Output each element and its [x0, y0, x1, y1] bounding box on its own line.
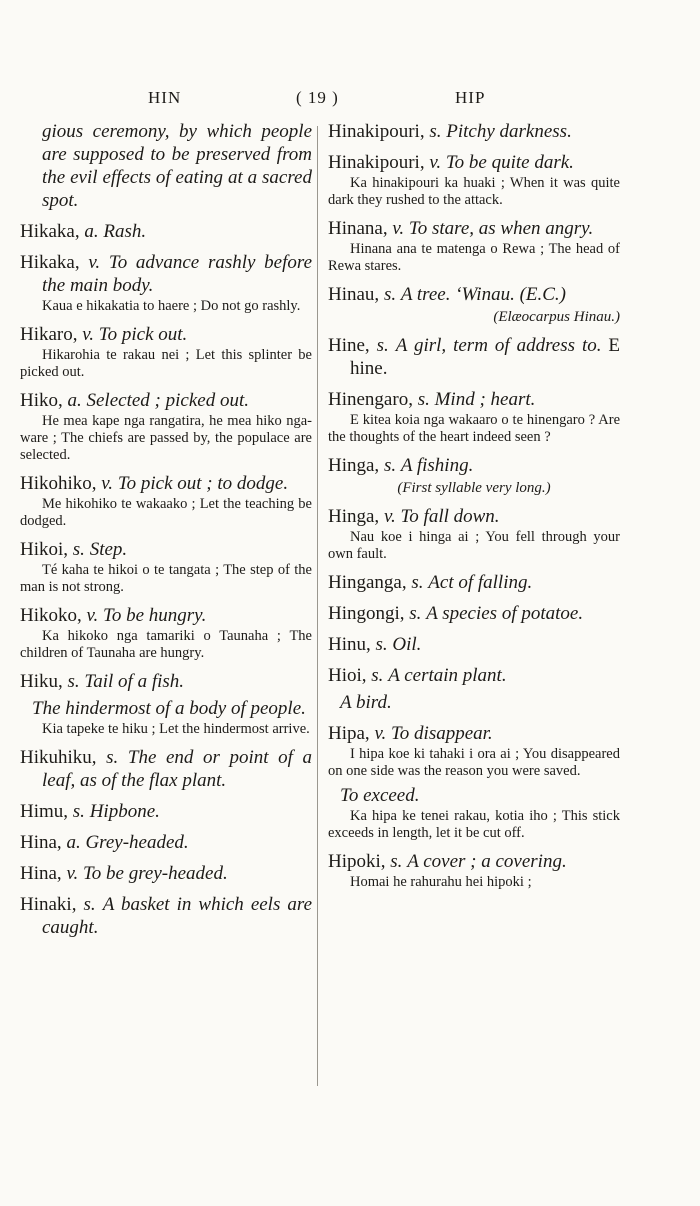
headword: Hikaro, [20, 324, 78, 345]
botanical-note: (Elæocarpus Hinau.) [493, 309, 620, 325]
definition: Mind ; heart. [434, 389, 536, 410]
definition: A girl, term of address to. [395, 335, 602, 356]
additional-sense: The hindermost of a body of people. [32, 698, 306, 719]
entry-hiku [20, 670, 312, 738]
part-of-speech: s. [376, 335, 389, 356]
part-of-speech: s. [83, 894, 96, 915]
definition: Selected ; picked out. [86, 390, 249, 411]
entry-head [20, 670, 312, 693]
part-of-speech: v. [429, 152, 442, 173]
headword: Himu, [20, 801, 69, 822]
headword: Hina, [20, 863, 62, 884]
entry-head [20, 389, 312, 412]
entry-hinau [328, 283, 620, 326]
page-number: ( 19 ) [296, 88, 339, 107]
page-header [0, 88, 700, 112]
entry-head [20, 472, 312, 495]
headword: Hikohiko, [20, 473, 97, 494]
entry-head [328, 505, 620, 528]
part-of-speech: s. [417, 389, 430, 410]
part-of-speech: v. [82, 324, 95, 345]
entry-head [20, 831, 312, 854]
definition: A cover ; a covering. [407, 851, 567, 872]
entry-head [20, 220, 312, 243]
headword: Hioi, [328, 665, 367, 686]
part-of-speech: s. [411, 572, 424, 593]
entry-head [328, 151, 620, 174]
part-of-speech: s. [390, 851, 403, 872]
example: Kaua e hikakatia to haere ; Do not go rashly. [42, 298, 301, 314]
definition: To pick out. [98, 324, 188, 345]
entry-head [20, 323, 312, 346]
entry-head [328, 217, 620, 240]
header-left-guide: HIN [148, 88, 182, 107]
left-column [20, 120, 312, 947]
part-of-speech: s. [429, 121, 442, 142]
headword: Hipa, [328, 723, 370, 744]
part-of-speech: s. [409, 603, 422, 624]
headword: Hiko, [20, 390, 63, 411]
entry-head [328, 334, 620, 380]
entry-head [20, 538, 312, 561]
entry-hinganga [328, 571, 620, 594]
definition: Grey-headed. [85, 832, 189, 853]
definition: To advance rashly before the main body. [42, 252, 313, 296]
continued-definition: gious ceremony, by which people are supposed to be preserved from the evil effects of eating at a sacred spot. [42, 121, 312, 211]
entry-hikaka-v [20, 251, 312, 315]
definition: To disappear. [390, 723, 493, 744]
headword: Hipoki, [328, 851, 386, 872]
headword: Hinganga, [328, 572, 407, 593]
part-of-speech: a. [66, 832, 81, 853]
entry-hinana [328, 217, 620, 275]
entry-hinengaro [328, 388, 620, 446]
entry-hioi [328, 664, 620, 714]
headword: Hikuhiku, [20, 747, 97, 768]
headword: Hikaka, [20, 221, 80, 242]
part-of-speech: s. [67, 671, 80, 692]
entry-head [328, 722, 620, 745]
definition: To be hungry. [103, 605, 207, 626]
entry-hikuhiku [20, 746, 312, 792]
entry-head [328, 454, 620, 477]
definition: Pitchy darkness. [446, 121, 572, 142]
entry-hinu [328, 633, 620, 656]
entry-hipa [328, 722, 620, 842]
entry-head [20, 251, 312, 297]
entry-head [328, 850, 620, 873]
entry-himu [20, 800, 312, 823]
example: Hinana ana te matenga o Rewa ; The head of Rewa stares. [328, 241, 620, 274]
entry-hinakipouri-v [328, 151, 620, 209]
entry-hinga-v [328, 505, 620, 563]
address-form: E hine. [350, 335, 621, 379]
definition: Oil. [392, 634, 422, 655]
entry-head [20, 746, 312, 792]
part-of-speech: v. [66, 863, 79, 884]
entry-hinaki [20, 893, 312, 939]
entry-hikohiko [20, 472, 312, 530]
definition: A fishing. [400, 455, 474, 476]
entry-head [20, 862, 312, 885]
example: Hikarohia te rakau nei ; Let this splinter be picked out. [20, 347, 312, 380]
headword: Hinau, [328, 284, 380, 305]
example: Me hikohiko te wakaako ; Let the teaching be dodged. [20, 496, 312, 529]
example: Té kaha te hikoi o te tangata ; The step of the man is not strong. [20, 562, 312, 595]
definition: Rash. [103, 221, 147, 242]
entry-hikoko [20, 604, 312, 662]
part-of-speech: v. [88, 252, 101, 273]
part-of-speech: s. [72, 539, 85, 560]
entry-hina-v [20, 862, 312, 885]
definition: To fall down. [400, 506, 500, 527]
headword: Hinakipouri, [328, 152, 425, 173]
entry-hina-a [20, 831, 312, 854]
part-of-speech: s. [106, 747, 119, 768]
definition: To be grey-headed. [82, 863, 228, 884]
entry-hingongi [328, 602, 620, 625]
definition: To pick out ; to dodge. [117, 473, 289, 494]
definition: A basket in which eels are caught. [42, 894, 313, 938]
entry-hiko [20, 389, 312, 464]
column-divider [317, 126, 318, 1086]
entry-hine [328, 334, 620, 380]
pronunciation-note: (First syllable very long.) [397, 480, 551, 496]
definition: To stare, as when angry. [408, 218, 594, 239]
header-right-guide: HIP [455, 88, 486, 107]
definition: Tail of a fish. [84, 671, 185, 692]
entry-head [328, 571, 620, 594]
entry-head [328, 283, 620, 306]
headword: Hinengaro, [328, 389, 413, 410]
headword: Hine, [328, 335, 370, 356]
definition: Act of falling. [428, 572, 533, 593]
entry-hikaka-a [20, 220, 312, 243]
headword: Hikoko, [20, 605, 82, 626]
headword: Hingongi, [328, 603, 405, 624]
entry-head [20, 893, 312, 939]
part-of-speech: s. [72, 801, 85, 822]
definition: The end or point of a leaf, as of the flax plant. [42, 747, 312, 791]
example: E kitea koia nga wakaaro o te hinengaro ? Are the thoughts of the heart indeed seen ? [328, 412, 620, 445]
entry-hinga-s [328, 454, 620, 497]
definition: To be quite dark. [445, 152, 574, 173]
part-of-speech: s. [383, 455, 397, 476]
example: He mea kape nga rangatira, he mea hiko nga-ware ; The chiefs are passed by, the populace are selected. [20, 413, 312, 463]
part-of-speech: s. [371, 665, 384, 686]
part-of-speech: v. [101, 473, 114, 494]
headword: Hiku, [20, 671, 63, 692]
entry-hikoi [20, 538, 312, 596]
definition: Step. [89, 539, 128, 560]
headword: Hinga, [328, 455, 380, 476]
headword: Hikaka, [20, 252, 80, 273]
example: Ka hinakipouri ka huaki ; When it was quite dark they rushed to the attack. [328, 175, 620, 208]
part-of-speech: v. [374, 723, 387, 744]
entry-head [20, 800, 312, 823]
entry-head [328, 388, 620, 411]
example: Nau koe i hinga ai ; You fell through your own fault. [328, 529, 620, 562]
definition: A certain plant. [388, 665, 507, 686]
entry-hinakipouri-s [328, 120, 620, 143]
part-of-speech: s. [383, 284, 397, 305]
entry-hipoki [328, 850, 620, 891]
headword: Hina, [20, 832, 62, 853]
headword: Hinga, [328, 506, 380, 527]
headword: Hinu, [328, 634, 371, 655]
example: Kia tapeke te hiku ; Let the hindermost arrive. [42, 721, 310, 737]
entry-head [328, 633, 620, 656]
part-of-speech: v. [86, 605, 99, 626]
part-of-speech: v. [383, 506, 396, 527]
additional-sense: To exceed. [340, 785, 420, 806]
entry-head [328, 664, 620, 687]
example: I hipa koe ki tahaki i ora ai ; You disappeared on one side was the reason you were saved. [328, 746, 620, 779]
example: Ka hipa ke tenei rakau, kotia iho ; This stick exceeds in length, let it be cut off. [328, 808, 620, 841]
entry-head [328, 602, 620, 625]
definition: A species of potatoe. [426, 603, 584, 624]
example: Ka hikoko nga tamariki o Taunaha ; The children of Taunaha are hungry. [20, 628, 312, 661]
headword: Hinana, [328, 218, 388, 239]
part-of-speech: s. [375, 634, 388, 655]
part-of-speech: a. [67, 390, 82, 411]
entry-head [328, 120, 620, 143]
example: Homai he rahurahu hei hipoki ; [350, 874, 532, 890]
part-of-speech: a. [84, 221, 99, 242]
right-column [328, 120, 620, 899]
continuation-entry [20, 120, 312, 212]
definition: A tree. ‘Winau. (E.C.) [400, 284, 567, 305]
definition: Hipbone. [89, 801, 160, 822]
entry-head [20, 604, 312, 627]
headword: Hinaki, [20, 894, 77, 915]
headword: Hikoi, [20, 539, 69, 560]
part-of-speech: v. [392, 218, 405, 239]
entry-hikaro [20, 323, 312, 381]
headword: Hinakipouri, [328, 121, 425, 142]
additional-sense: A bird. [340, 692, 392, 713]
